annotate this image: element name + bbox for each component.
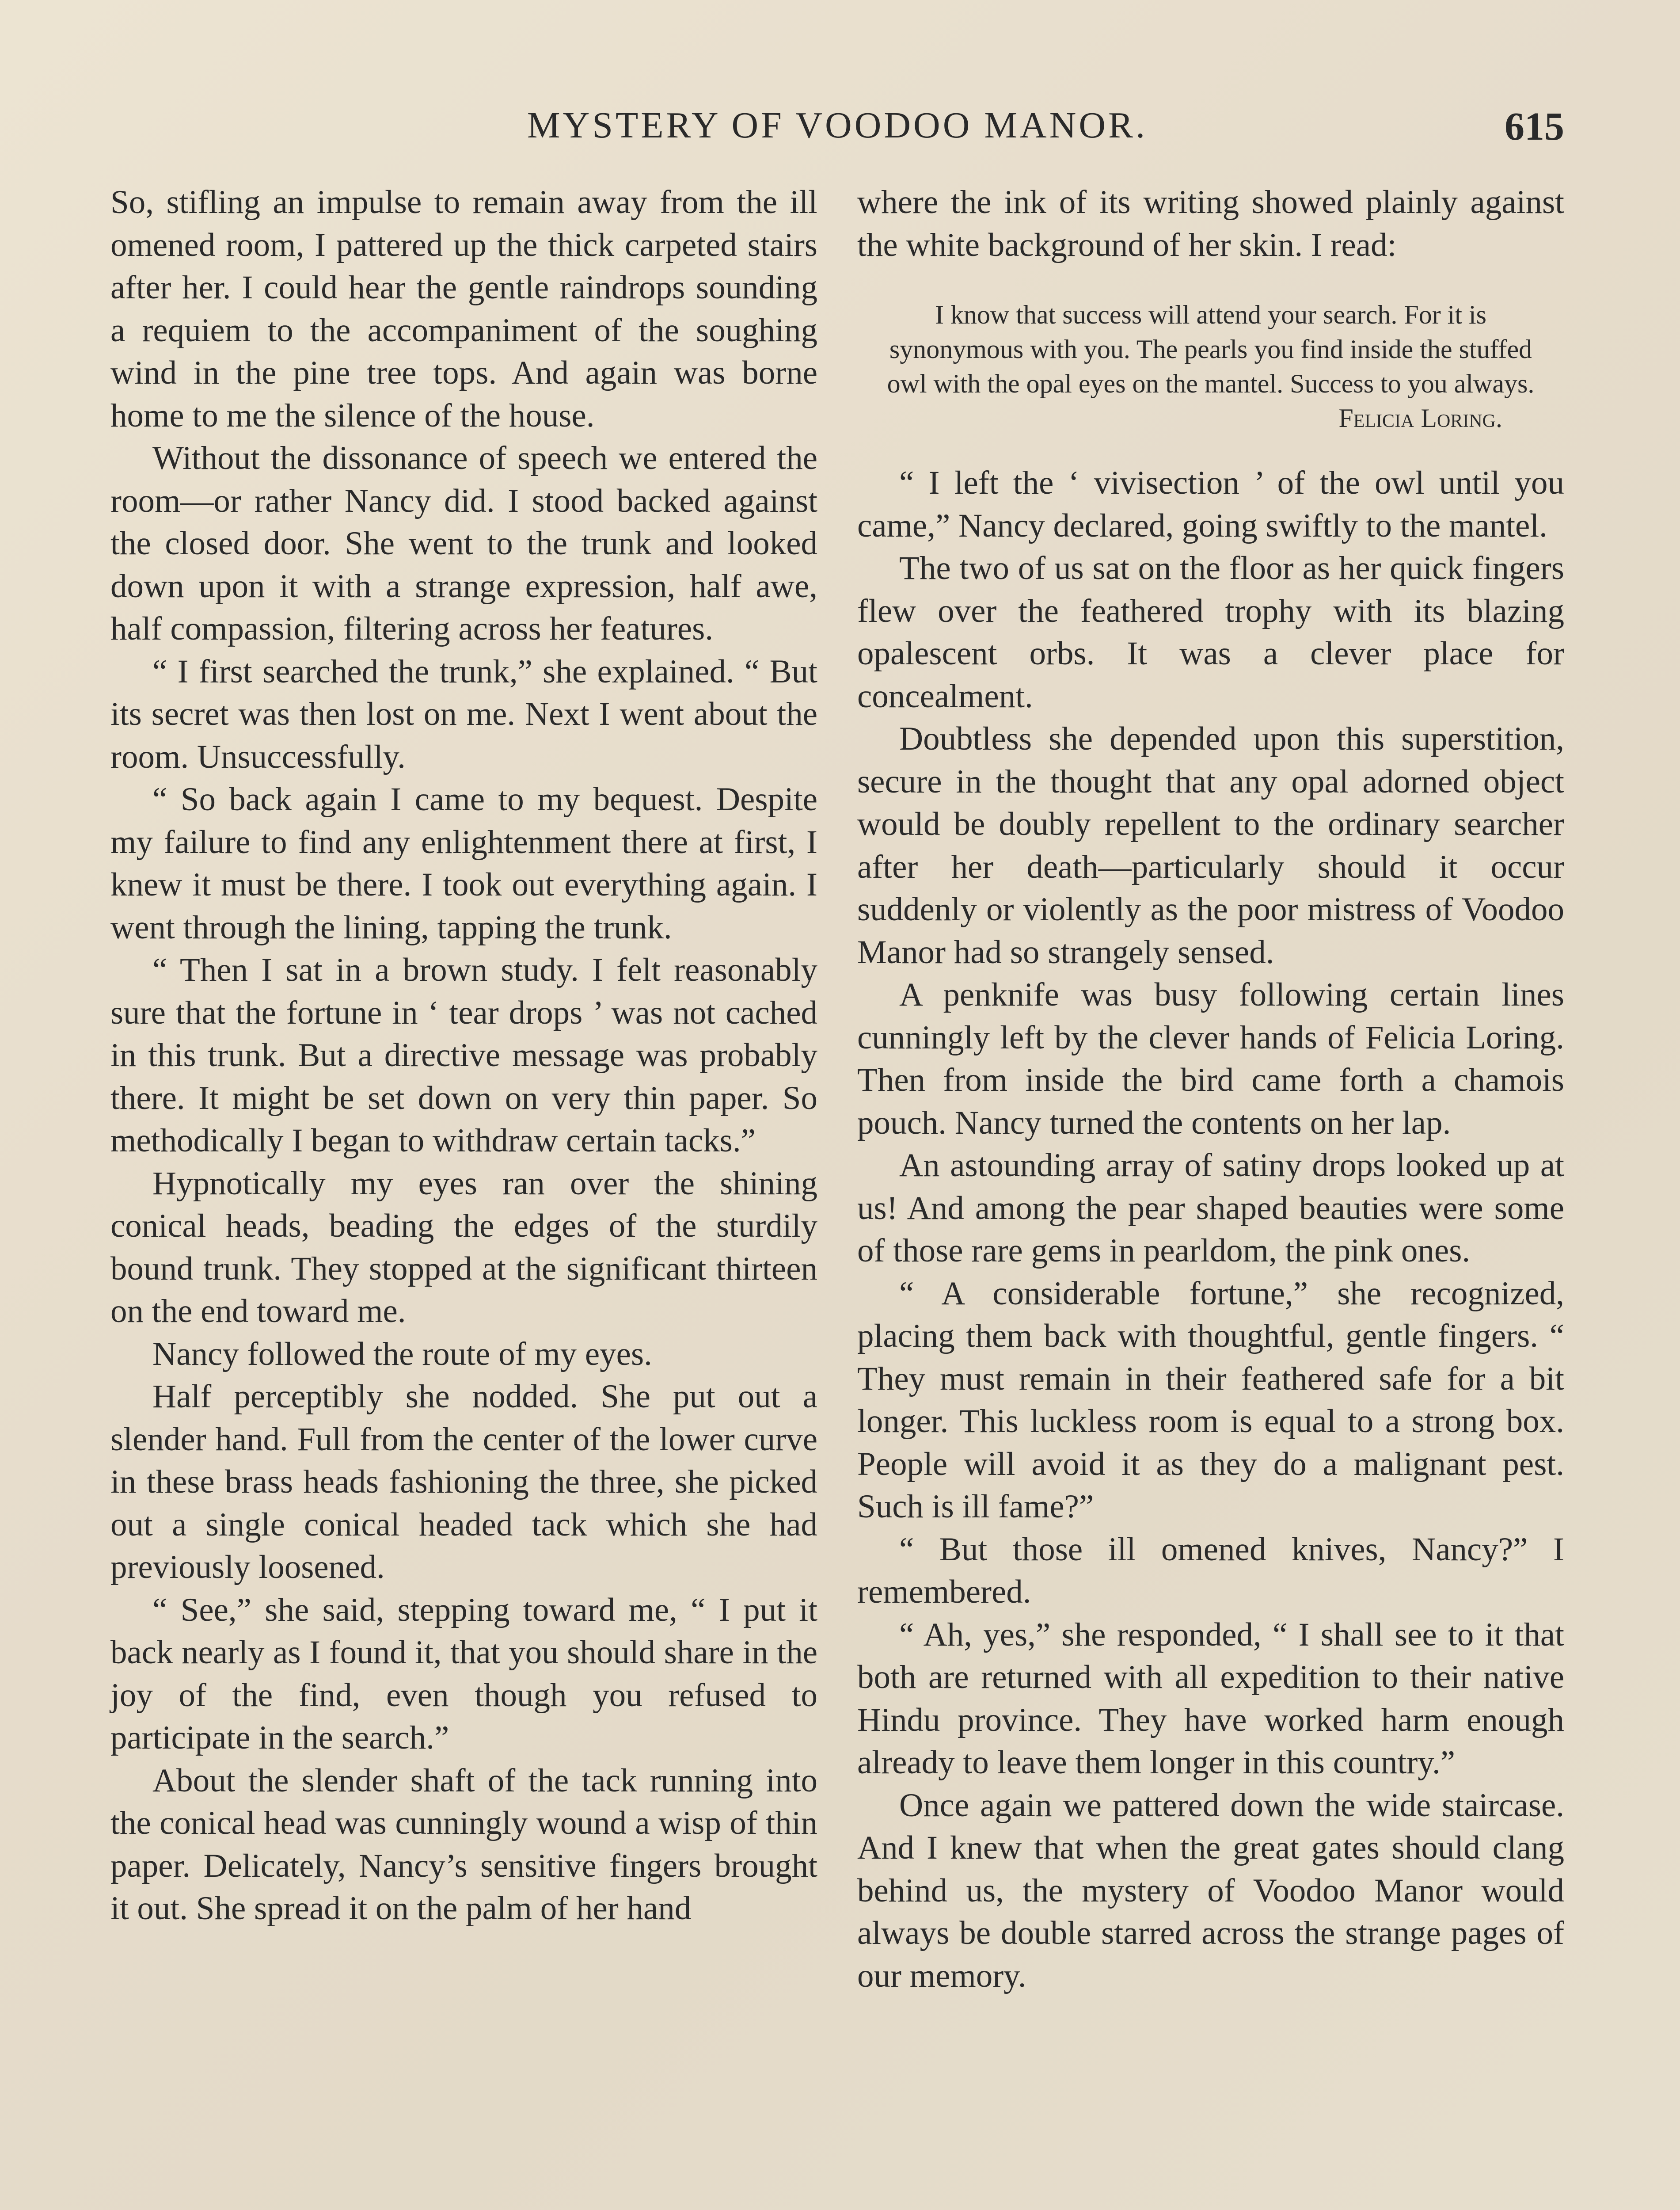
paragraph: The two of us sat on the floor as her quick fingers flew over the feathered trophy with its blazing opalescent orbs. It was a clever place for concealment. — [857, 550, 1564, 715]
paragraph: A penknife was busy following certain lines cunningly left by the clever hands of Felicia Loring. Then from inside the bird came forth a chamois pouch. Nancy turned the contents on her lap. — [857, 976, 1564, 1141]
paragraph: Hypnotically my eyes ran over the shining conical heads, beading the edges of the sturdily bound trunk. They stopped at the significant thirteen on the end toward me. — [110, 1165, 817, 1330]
page-number: 615 — [1505, 105, 1564, 149]
paragraph: “ I left the ‘ vivisection ’ of the owl until you came,” Nancy declared, going swiftly to the mantel. — [857, 465, 1564, 544]
paragraph: Without the dissonance of speech we entered the room—or rather Nancy did. I stood backed against the closed door. She went to the trunk and looked down upon it with a strange expression, half awe, half compassion, filtering across her features. — [110, 440, 817, 647]
paragraph: About the slender shaft of the tack running into the conical head was cunningly wound a wisp of thin paper. Delicately, Nancy’s sensitive fingers brought it out. She spread it on the palm of her hand — [110, 1762, 817, 1927]
letter-signature: Felicia Loring. — [1338, 404, 1502, 433]
paragraph: Once again we pattered down the wide staircase. And I knew that when the great gates should clang behind us, the mystery of Voodoo Manor would always be double starred across the strange pages of our memory. — [857, 1787, 1564, 1994]
quoted-letter — [884, 297, 1538, 435]
right-column — [857, 181, 1564, 1997]
paragraph: “ But those ill omened knives, Nancy?” I remembered. — [857, 1531, 1564, 1610]
running-title: MYSTERY OF VOODOO MANOR. — [527, 105, 1148, 146]
paragraph: An astounding array of satiny drops looked up at us! And among the pear shaped beauties were some of those rare gems in pearldom, the pink ones. — [857, 1147, 1564, 1269]
page-header — [110, 95, 1564, 161]
letter-body: I know that success will attend your search. For it is synonymous with you. The pearls you find inside the stuffed owl with the opal eyes on the mantel. Success to you always. — [887, 300, 1535, 398]
paragraph: Nancy followed the route of my eyes. — [152, 1335, 652, 1372]
paragraph: Doubtless she depended upon this superstition, secure in the thought that any opal adorned object would be doubly repellent to the ordinary searcher after her death—particularly should it occur suddenly or violently as the poor mistress of Voodoo Manor had so strangely sensed. — [857, 720, 1564, 971]
paragraph: “ See,” she said, stepping toward me, “ I put it back nearly as I found it, that you should share in the joy of the find, even though you refused to participate in the search.” — [110, 1591, 817, 1756]
paragraph: So, stifling an impulse to remain away from the ill omened room, I pattered up the thick carpeted stairs after her. I could hear the gentle raindrops sounding a requiem to the accompaniment of the soughing wind in the pine tree tops. And again was borne home to me the silence of the house. — [110, 184, 817, 434]
paragraph: “ So back again I came to my bequest. Despite my failure to find any enlightenment there at first, I knew it must be there. I took out everything again. I went through the lining, tapping the trunk. — [110, 781, 817, 946]
paragraph: where the ink of its writing showed plainly against the white background of her skin. I read: — [857, 184, 1564, 263]
left-column — [110, 181, 817, 1930]
paragraph: Half perceptibly she nodded. She put out a slender hand. Full from the center of the lower curve in these brass heads fashioning the three, she picked out a single conical headed tack which she had previously loosened. — [110, 1378, 817, 1585]
paragraph: “ A considerable fortune,” she recognized, placing them back with thoughtful, gentle fingers. “ They must remain in their feathered safe for a bit longer. This luckless room is equal to a strong box. People will avoid it as they do a malignant pest. Such is ill fame?” — [857, 1275, 1564, 1525]
paragraph: “ I first searched the trunk,” she explained. “ But its secret was then lost on me. Next I went about the room. Unsuccessfully. — [110, 653, 817, 775]
paragraph: “ Then I sat in a brown study. I felt reasonably sure that the fortune in ‘ tear drops ’ was not cached in this trunk. But a directive message was probably there. It might be set down on very thin paper. So methodically I began to withdraw certain tacks.” — [110, 952, 817, 1159]
paragraph: “ Ah, yes,” she responded, “ I shall see to it that both are returned with all expedition to their native Hindu province. They have worked harm enough already to leave them longer in this country.” — [857, 1616, 1564, 1781]
